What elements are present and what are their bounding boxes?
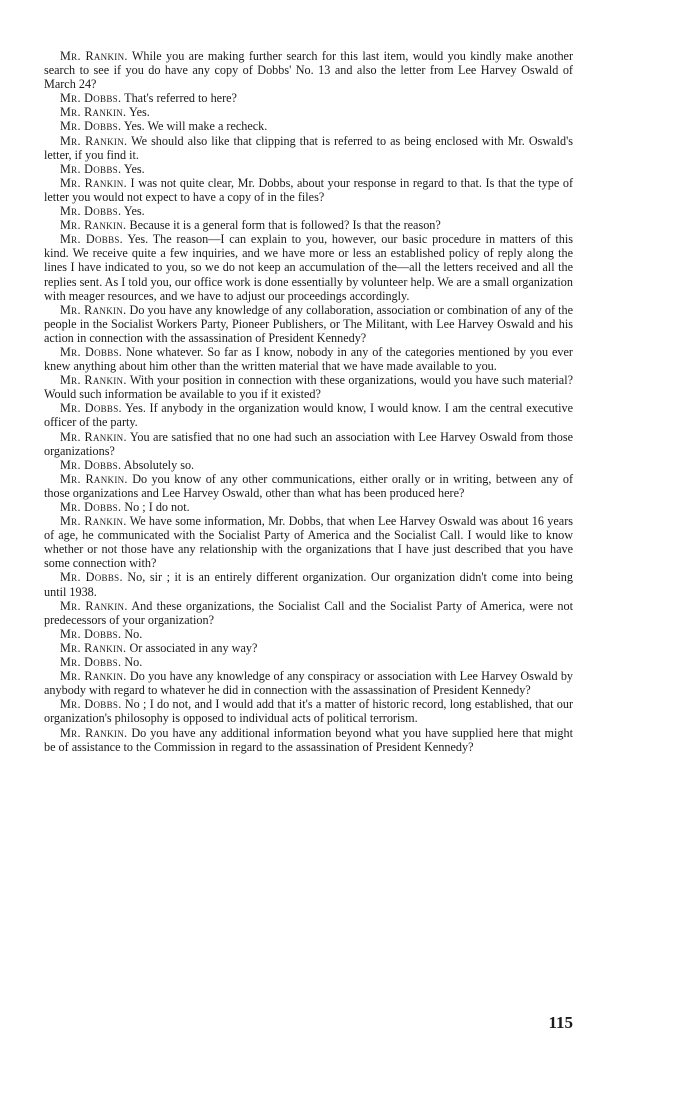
transcript-paragraph bbox=[44, 119, 573, 133]
paragraph-text: Because it is a general form that is followed? Is that the reason? bbox=[129, 218, 441, 233]
transcript-paragraph bbox=[44, 472, 573, 500]
speaker-name: Mr. Rankin. bbox=[60, 640, 127, 655]
paragraph-text: Yes. bbox=[123, 204, 145, 219]
speaker-name: Mr. Dobbs. bbox=[60, 500, 122, 514]
transcript-paragraph bbox=[44, 401, 573, 429]
transcript-paragraph bbox=[44, 458, 573, 472]
paragraph-text: Do you know of any other communications, either orally or in writing, between any of those organizations and Lee Harvey Oswald, other than what has been produced here? bbox=[44, 471, 574, 500]
speaker-name: Mr. Rankin. bbox=[60, 471, 128, 486]
paragraph-text: We have some information, Mr. Dobbs, that when Lee Harvey Oswald was about 16 years of age, he communicated with the Socialist Party of America and the Socialist Call. I would like to know whether or not those have any relationship with the organizations that I have just described that you have some connection with? bbox=[44, 514, 573, 571]
paragraph-text: Yes. The reason—I can explain to you, however, our basic procedure in matters of this kind. We receive quite a few inquiries, and we have more or less an established policy of reply along the lines I have indicated to you, so we do not keep an accumulation of the—all the letters received and all the replies sent. As I told you, our office work is done essentially by volunteer help. We are a small organization with meager resources, and we have to adjust our proceedings accordingly. bbox=[44, 232, 573, 303]
speaker-name: Mr. Rankin. bbox=[60, 429, 127, 444]
paragraph-text: Yes. bbox=[129, 105, 150, 120]
transcript-paragraph bbox=[44, 570, 573, 598]
transcript-paragraph bbox=[44, 345, 573, 373]
transcript-paragraph bbox=[44, 218, 573, 232]
transcript-paragraph bbox=[44, 105, 573, 119]
speaker-name: Mr. Dobbs. bbox=[60, 655, 122, 670]
speaker-name: Mr. Rankin. bbox=[60, 175, 127, 190]
speaker-name: Mr. Dobbs. bbox=[60, 204, 122, 219]
transcript-paragraph bbox=[44, 599, 573, 627]
transcript-paragraph bbox=[44, 303, 573, 345]
speaker-name: Mr. Rankin. bbox=[60, 725, 128, 740]
transcript-paragraph bbox=[44, 669, 573, 697]
speaker-name: Mr. Dobbs. bbox=[60, 697, 122, 712]
paragraph-text: I was not quite clear, Mr. Dobbs, about your response in regard to that. Is that the type of letter you would not expect to have a copy of in the files? bbox=[44, 175, 574, 204]
transcript-paragraph bbox=[44, 373, 573, 401]
speaker-name: Mr. Rankin. bbox=[60, 105, 127, 120]
paragraph-text: Do you have any knowledge of any collaboration, association or combination of any of the people in the Socialist Workers Party, Pioneer Publishers, or The Militant, with Lee Harvey Oswald and his action in connection with the assassination of President Kennedy? bbox=[44, 302, 574, 345]
paragraph-text: And these organizations, the Socialist Call and the Socialist Party of America, were not predecessors of your organization? bbox=[44, 598, 573, 627]
transcript-paragraph bbox=[44, 726, 573, 754]
paragraph-text: With your position in connection with these organizations, would you have such material? Would such information be available to you if it existed? bbox=[44, 373, 573, 402]
speaker-name: Mr. Rankin. bbox=[60, 133, 128, 148]
speaker-name: Mr. Dobbs. bbox=[60, 161, 122, 176]
speaker-name: Mr. Dobbs. bbox=[60, 91, 122, 106]
paragraph-text: Or associated in any way? bbox=[129, 640, 258, 655]
paragraph-text: That's referred to here? bbox=[124, 91, 237, 106]
speaker-name: Mr. Dobbs. bbox=[60, 232, 124, 247]
speaker-name: Mr. Dobbs. bbox=[60, 401, 122, 416]
speaker-name: Mr. Dobbs. bbox=[60, 457, 122, 472]
transcript-body bbox=[44, 49, 573, 754]
paragraph-text: None whatever. So far as I know, nobody in any of the categories mentioned by you ever knew anything about him other than the written material that we have made available to you. bbox=[44, 344, 573, 374]
paragraph-text: While you are making further search for this last item, would you kindly make another search to see if you do have any copy of Dobbs' No. 13 and also the letter from Lee Harvey Oswald of March 24? bbox=[44, 49, 574, 92]
paragraph-text: Do you have any additional information beyond what you have supplied here that might be of assistance to the Commission in regard to the assassination of President Kennedy? bbox=[44, 725, 573, 754]
speaker-name: Mr. Dobbs. bbox=[60, 626, 122, 641]
transcript-paragraph bbox=[44, 176, 573, 204]
speaker-name: Mr. Dobbs. bbox=[60, 119, 122, 134]
speaker-name: Mr. Rankin. bbox=[60, 302, 127, 317]
transcript-paragraph bbox=[44, 627, 573, 641]
speaker-name: Mr. Rankin. bbox=[60, 598, 128, 613]
paragraph-text: No. bbox=[124, 655, 143, 670]
transcript-paragraph bbox=[44, 655, 573, 669]
paragraph-text: Yes. bbox=[123, 161, 145, 176]
paragraph-text: We should also like that clipping that is referred to as being enclosed with Mr. Oswald's letter, if you find it. bbox=[44, 133, 574, 162]
speaker-name: Mr. Rankin. bbox=[60, 514, 127, 529]
transcript-paragraph bbox=[44, 697, 573, 725]
paragraph-text: No, sir ; it is an entirely different organization. Our organization didn't come into being until 1938. bbox=[44, 570, 573, 599]
page-number: 115 bbox=[548, 1013, 573, 1032]
transcript-paragraph bbox=[44, 49, 573, 91]
paragraph-text: No ; I do not, and I would add that it's a matter of historic record, long established, that our organization's philosophy is opposed to individual acts of political terrorism. bbox=[44, 697, 574, 726]
paragraph-text: Do you have any knowledge of any conspiracy or association with Lee Harvey Oswald by anybody with regard to whatever he did in connection with the assassination of President Kennedy? bbox=[44, 669, 574, 698]
speaker-name: Mr. Dobbs. bbox=[60, 344, 123, 359]
speaker-name: Mr. Rankin. bbox=[60, 218, 127, 233]
paragraph-text: You are satisfied that no one had such an association with Lee Harvey Oswald from those organizations? bbox=[44, 429, 573, 458]
transcript-paragraph bbox=[44, 641, 573, 655]
transcript-paragraph bbox=[44, 430, 573, 458]
transcript-paragraph bbox=[44, 134, 573, 162]
paragraph-text: Absolutely so. bbox=[123, 457, 195, 472]
paragraph-text: No ; I do not. bbox=[124, 500, 190, 514]
speaker-name: Mr. Dobbs. bbox=[60, 570, 123, 585]
transcript-paragraph bbox=[44, 232, 573, 302]
transcript-paragraph bbox=[44, 514, 573, 570]
speaker-name: Mr. Rankin. bbox=[60, 49, 128, 63]
paragraph-text: No. bbox=[124, 626, 143, 641]
speaker-name: Mr. Rankin. bbox=[60, 373, 127, 388]
transcript-paragraph bbox=[44, 162, 573, 176]
transcript-paragraph bbox=[44, 500, 573, 514]
paragraph-text: Yes. We will make a recheck. bbox=[123, 119, 268, 134]
speaker-name: Mr. Rankin. bbox=[60, 669, 127, 684]
transcript-paragraph bbox=[44, 91, 573, 105]
paragraph-text: Yes. If anybody in the organization would know, I would know. I am the central executive officer of the party. bbox=[44, 401, 573, 430]
transcript-paragraph bbox=[44, 204, 573, 218]
